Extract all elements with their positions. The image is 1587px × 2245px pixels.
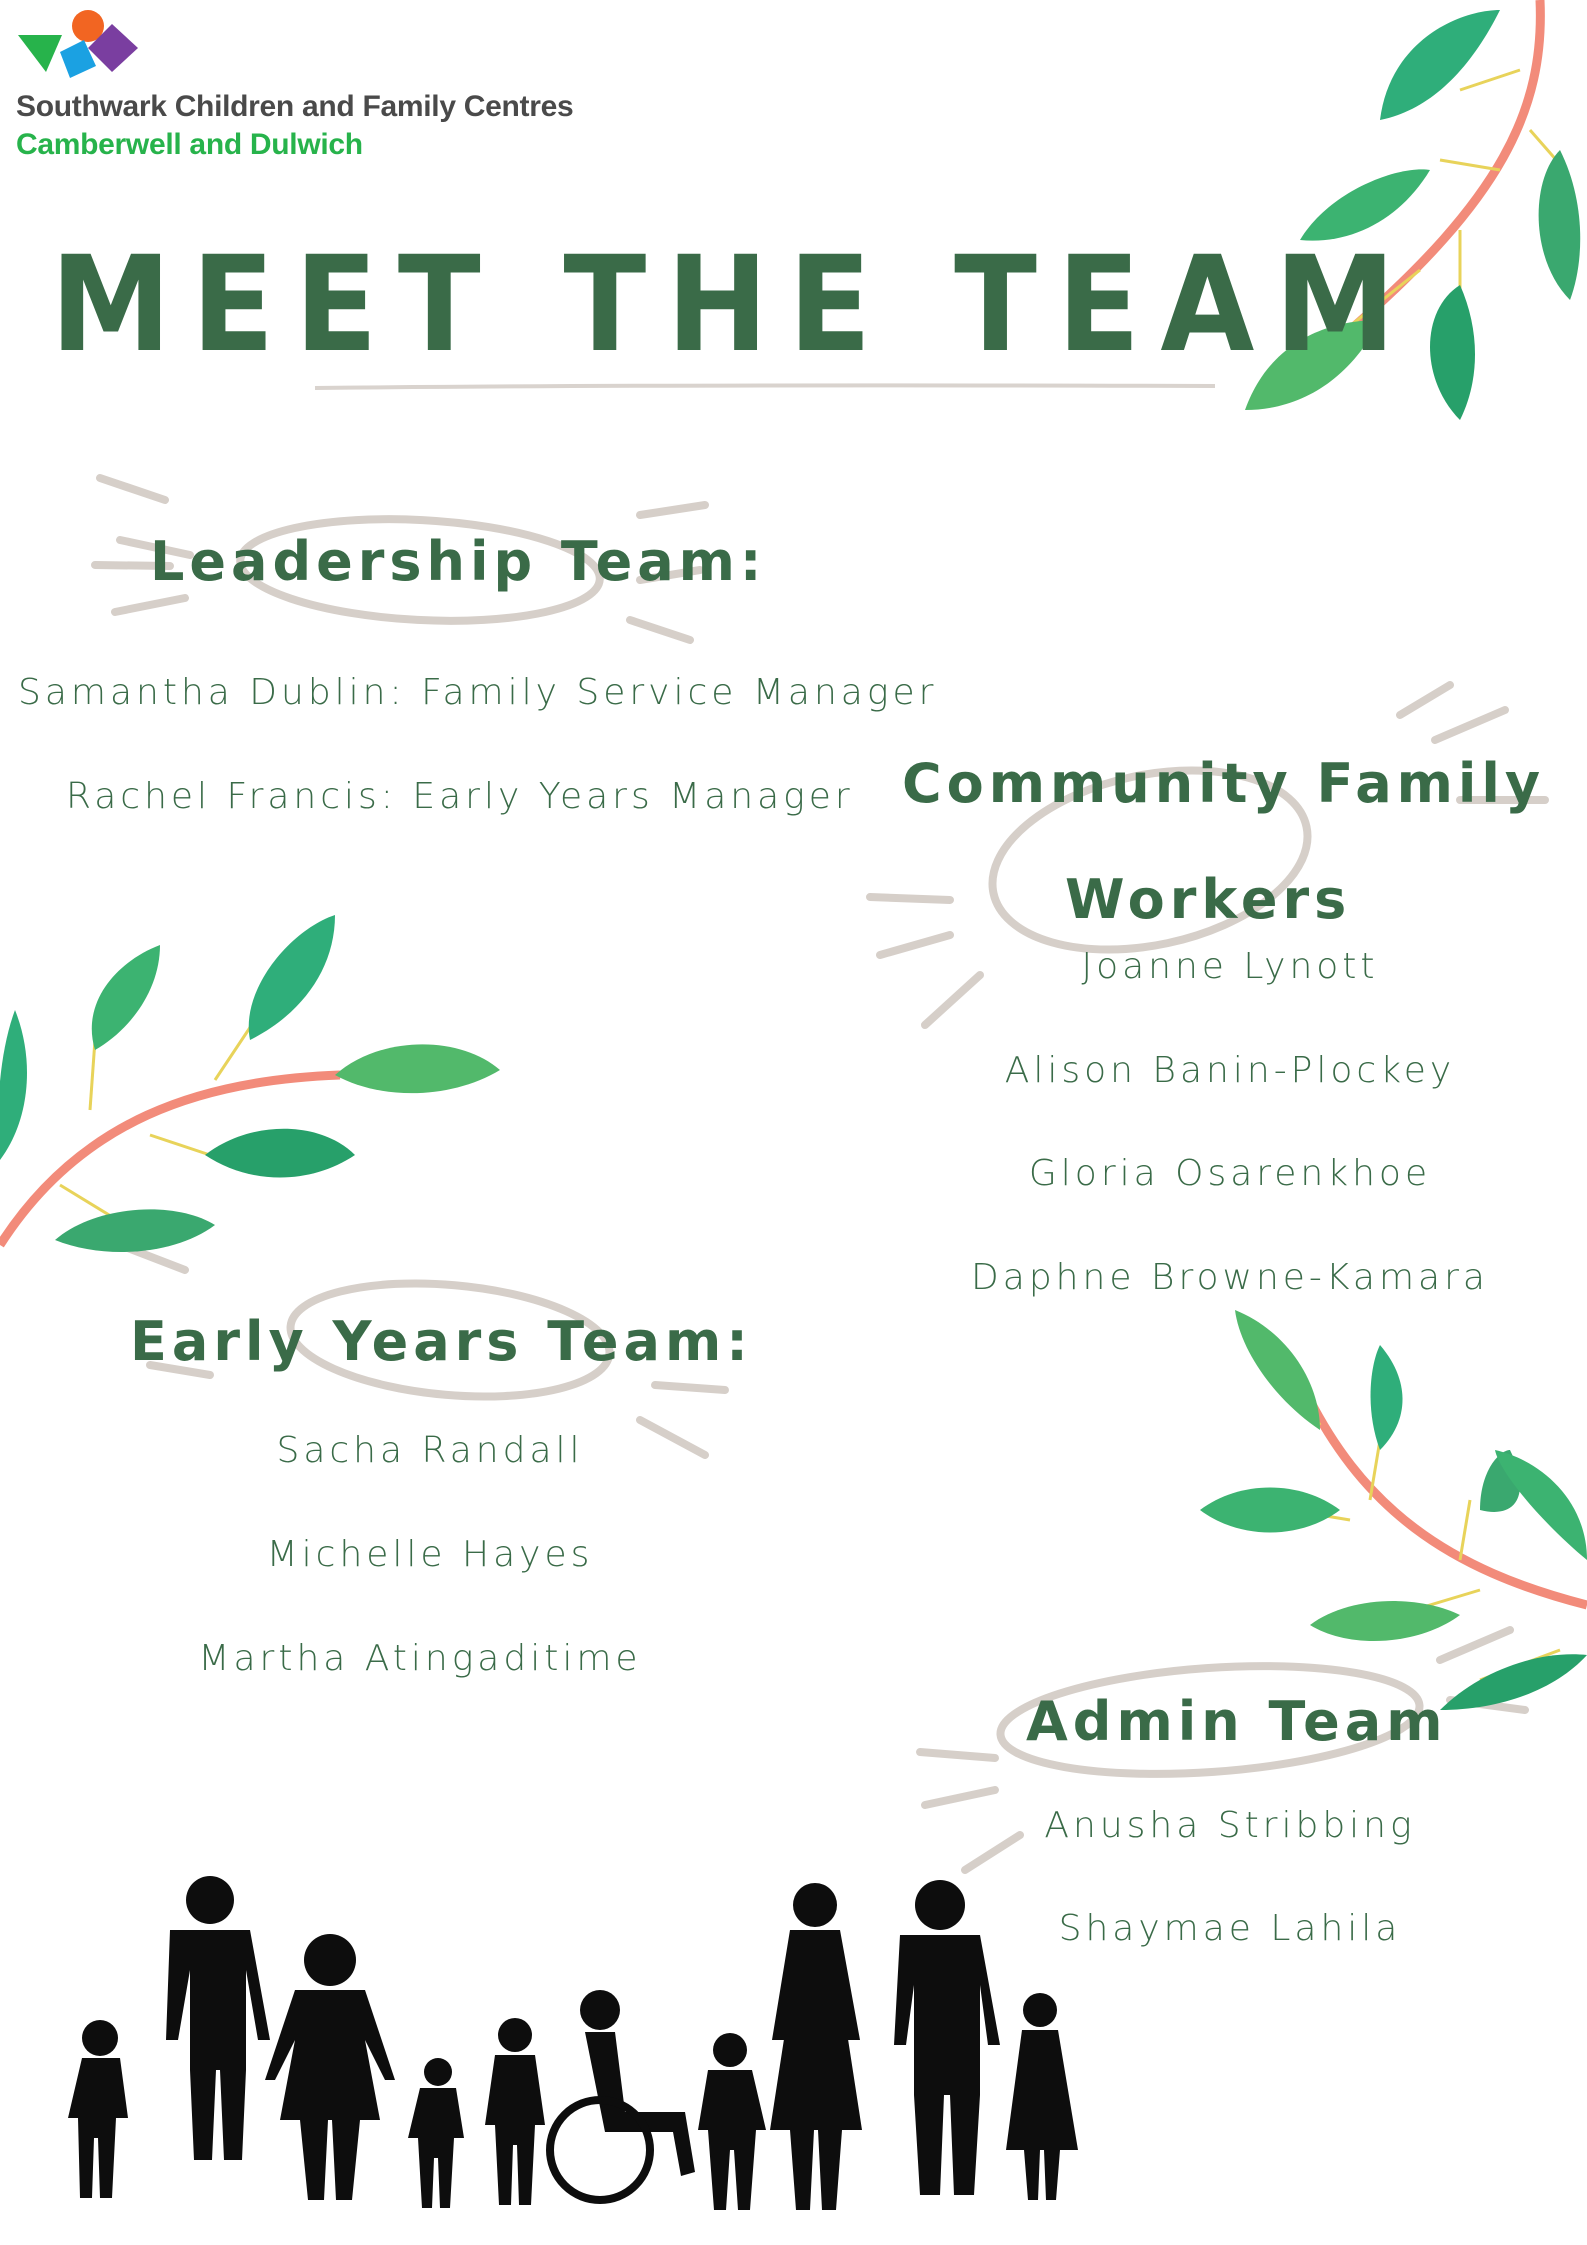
organisation-name: Southwark Children and Family Centres	[16, 90, 574, 123]
leadership-heading: Leadership Team:	[150, 530, 767, 593]
admin-member: Shaymae Lahila	[1058, 1908, 1402, 1949]
admin-heading: Admin Team	[1026, 1690, 1448, 1753]
logo-mark	[18, 10, 138, 78]
community-member: Gloria Osarenkhoe	[1028, 1153, 1432, 1194]
leaves-right-middle	[1200, 1310, 1587, 1710]
title-underline	[315, 385, 1215, 388]
early-years-member: Martha Atingaditime	[198, 1638, 642, 1679]
page-title-text: MEET THE TEAM	[50, 228, 1417, 382]
community-heading-line1: Community Family	[902, 752, 1546, 815]
leadership-member: Samantha Dublin: Family Service Manager	[18, 672, 938, 713]
community-member: Alison Banin-Plockey	[1004, 1050, 1456, 1091]
early-years-member: Michelle Hayes	[266, 1534, 594, 1575]
community-member: Daphne Browne-Kamara	[971, 1257, 1489, 1298]
early-years-member: Sacha Randall	[276, 1430, 584, 1471]
community-heading-line2: Workers	[1065, 868, 1352, 931]
leadership-member: Rachel Francis: Early Years Manager	[66, 776, 854, 817]
organisation-location: Camberwell and Dulwich	[16, 128, 363, 161]
leaves-left	[0, 915, 500, 1252]
page-title	[0, 228, 1587, 382]
admin-member: Anusha Stribbing	[1044, 1805, 1416, 1846]
community-member: Joanne Lynott	[1081, 946, 1379, 987]
early-years-heading: Early Years Team:	[130, 1310, 753, 1373]
